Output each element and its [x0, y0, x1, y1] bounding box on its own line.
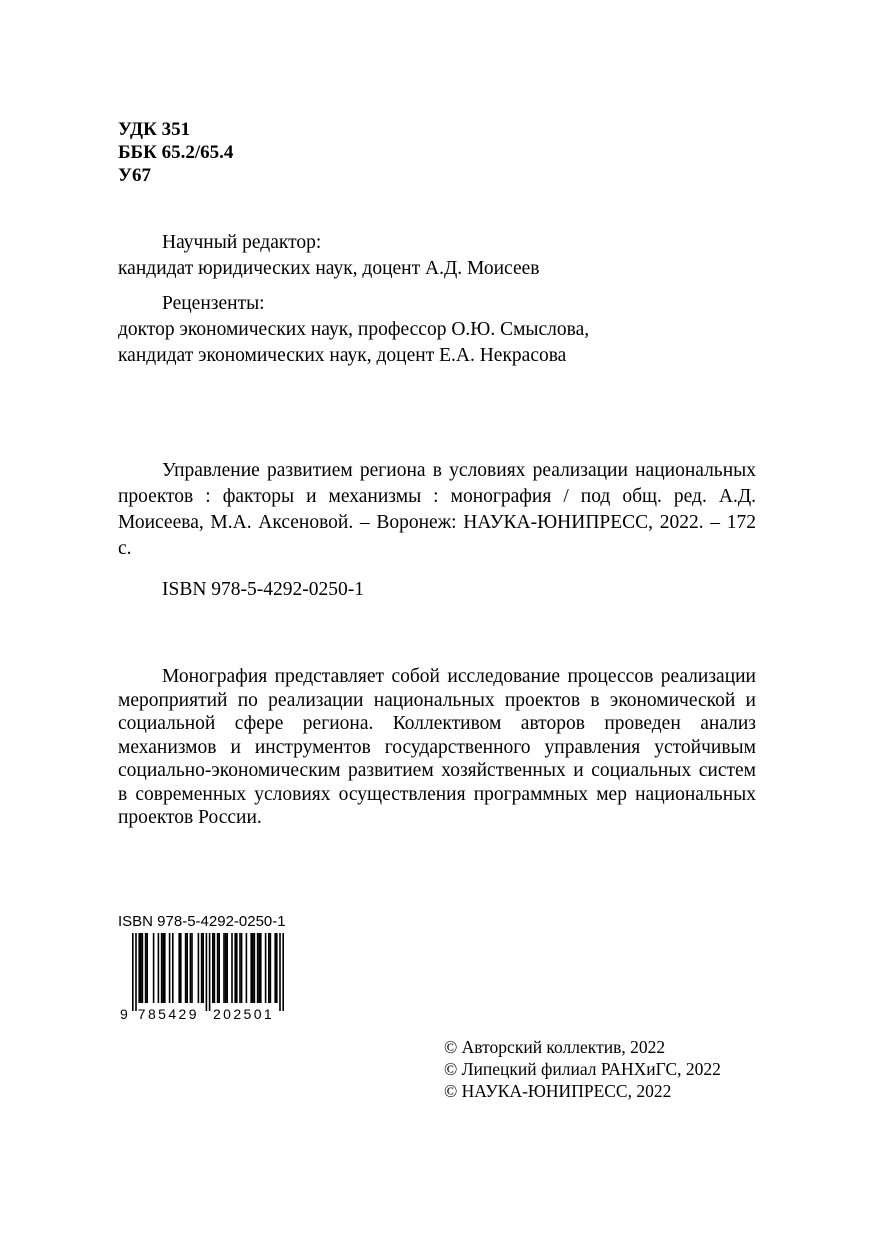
- abstract: [118, 665, 756, 830]
- reviewer-1: доктор экономических наук, профессор О.Ю. Смыслова,: [118, 319, 590, 340]
- copyright-block: [444, 1036, 721, 1102]
- barcode-bar: [223, 933, 225, 1003]
- barcode-bar: [250, 933, 252, 1003]
- udk-code: УДК 351: [118, 119, 191, 140]
- barcode-bar: [178, 933, 180, 1003]
- barcode-right-digits: 202501: [213, 1006, 275, 1022]
- barcode-bar: [252, 933, 254, 1003]
- barcode-left-digits: 785429: [137, 1006, 199, 1022]
- barcode-bar: [268, 933, 270, 1003]
- barcode-bar: [146, 933, 148, 1003]
- bibliographic-record: [118, 458, 756, 562]
- barcode-bar: [218, 933, 220, 1003]
- editor-heading: Научный редактор:: [162, 232, 322, 253]
- scientific-editor: [118, 230, 756, 282]
- barcode-bar: [140, 933, 142, 1003]
- barcode-bar: [236, 933, 238, 1003]
- barcode-bar: [214, 933, 216, 1003]
- barcode-bar: [202, 933, 204, 1003]
- barcode-bar: [138, 933, 140, 1003]
- reviewer-2: кандидат экономических наук, доцент Е.А. Некрасова: [118, 345, 567, 366]
- barcode-bar: [234, 933, 236, 1003]
- barcode-image: [118, 933, 293, 1025]
- barcode-bar: [279, 933, 281, 1011]
- barcode-bar: [270, 933, 272, 1003]
- barcode-bar: [186, 933, 188, 1003]
- copyright-line-2: © Липецкий филиал РАНХиГС, 2022: [444, 1059, 721, 1079]
- barcode-bar: [260, 933, 262, 1003]
- barcode-bar: [190, 933, 192, 1003]
- isbn-barcode: [118, 912, 298, 1025]
- barcode-bar: [198, 933, 200, 1003]
- barcode-bar: [282, 933, 284, 1011]
- barcode-bar: [145, 933, 147, 1003]
- barcode-bar: [239, 933, 241, 1003]
- barcode-bar: [164, 933, 166, 1003]
- copyright-line-3: © НАУКА-ЮНИПРЕСС, 2022: [444, 1081, 672, 1101]
- isbn: ISBN 978-5-4292-0250-1: [162, 579, 365, 600]
- barcode-bar: [172, 933, 174, 1003]
- barcode-bar: [142, 933, 144, 1003]
- barcode-bar: [191, 933, 193, 1003]
- barcode-bar: [274, 933, 276, 1003]
- barcode-bar: [212, 933, 214, 1003]
- classification-codes: [118, 118, 233, 187]
- reviewers: [118, 291, 756, 369]
- barcode-bar: [265, 933, 267, 1003]
- reviewers-heading: Рецензенты:: [162, 293, 265, 314]
- barcode-bar: [162, 933, 164, 1003]
- barcode-bar: [161, 933, 163, 1003]
- barcode-bar: [201, 933, 203, 1003]
- abstract-text: Монография представляет собой исследование процессов реализации мероприятий по реализации национальных проектов в экономической и социальной сфере региона. Коллективом авторов проведен анализ механизмов и инструментов государственного управления устойчивым социально-экономическим развитием хозяйственных и социальных систем в современных условиях осуществления программных мер национальных проектов России.: [118, 666, 756, 828]
- barcode-bar: [158, 933, 160, 1003]
- barcode-bar: [257, 933, 259, 1003]
- barcode-bar: [206, 933, 208, 1011]
- barcode-bar: [276, 933, 278, 1003]
- author-mark: У67: [118, 165, 151, 186]
- barcode-bar: [132, 933, 134, 1011]
- bbk-code: ББК 65.2/65.4: [118, 142, 234, 163]
- barcode-isbn-label: ISBN 978-5-4292-0250-1: [118, 913, 286, 930]
- barcode-bar: [258, 933, 260, 1003]
- barcode-first-digit: 9: [120, 1006, 128, 1022]
- barcode-bar: [209, 933, 211, 1011]
- barcode-bar: [169, 933, 171, 1003]
- barcode-bar: [226, 933, 228, 1003]
- copyright-line-1: © Авторский коллектив, 2022: [444, 1037, 666, 1057]
- barcode-bar: [246, 933, 248, 1003]
- bibliographic-text: Управление развитием региона в условиях реализации национальных проектов : факторы и механизмы : монография / под общ. ред. А.Д. Моисеева, М.А. Аксеновой. – Воронеж: НАУКА-ЮНИПРЕСС, 2022. – 172 с.: [118, 460, 756, 559]
- barcode-bar: [180, 933, 182, 1003]
- barcode-bar: [225, 933, 227, 1003]
- barcode-bar: [231, 933, 233, 1003]
- barcode-bar: [185, 933, 187, 1003]
- barcode-bar: [254, 933, 256, 1003]
- barcode-bar: [241, 933, 243, 1003]
- barcode-bar: [135, 933, 137, 1011]
- barcode-bar: [217, 933, 219, 1003]
- barcode-bar: [153, 933, 155, 1003]
- editor-name: кандидат юридических наук, доцент А.Д. Моисеев: [118, 258, 540, 279]
